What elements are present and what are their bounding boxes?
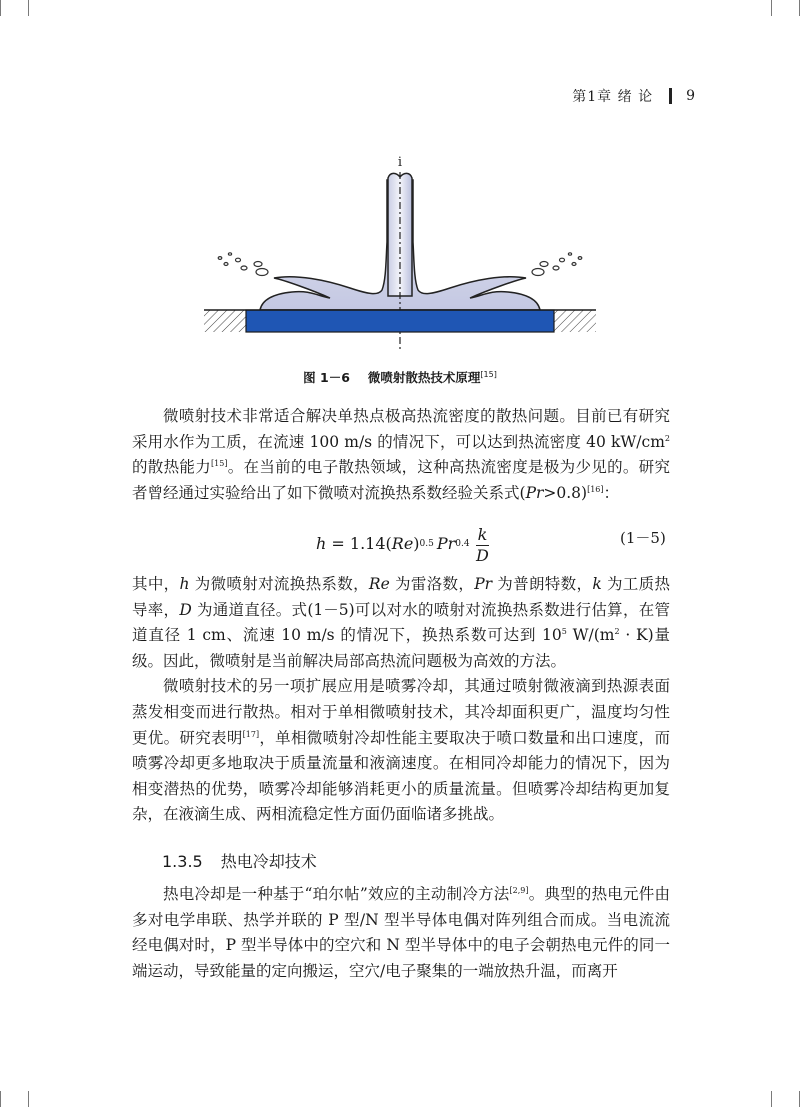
crop-mark <box>28 0 29 16</box>
equation-fraction <box>476 525 490 566</box>
droplets-left <box>218 253 268 276</box>
text-run: 微喷射技术的另一项扩展应用是喷雾冷却，其通过喷射微液滴到热源表面蒸发相变而进行散热。相对于单相微喷射技术，其冷却面积更广，温度均匀性更优。研究表明 <box>132 677 670 747</box>
superscript: 2 <box>614 627 620 637</box>
figure-caption <box>0 368 800 386</box>
right-wall <box>554 310 596 332</box>
crop-mark <box>771 1091 772 1107</box>
section-heading <box>162 849 317 872</box>
text-run: 为普朗特数， <box>492 575 593 593</box>
paragraph-1 <box>132 404 670 506</box>
paragraph-2-3-block <box>132 572 670 828</box>
caption-number: 图 1－6 <box>303 370 350 385</box>
superscript: 5 <box>561 627 567 637</box>
variable: h <box>179 575 190 593</box>
citation: [2,9] <box>509 885 529 895</box>
paragraph-4-block <box>132 882 670 984</box>
text-run: 为通道直径。式(1－5)可以对水的喷射对流换热系数进行估算，在管道直径 1 cm、流速 10 m/s 的情况下，换热系数可达到 10 <box>132 600 670 645</box>
text-run: 其中， <box>132 575 180 593</box>
text-run: 。典型的热电元件由多对电学串联、热学并联的 P 型/N 型半导体电偶对阵列组合而成。当电流流经电偶对时，P 型半导体中的空穴和 N 型半导体中的电子会朝热电元件的同一端运动，导致能量的定向搬运，空穴/电子聚集的一端放热升温，而离开 <box>132 885 670 980</box>
variable: Re <box>368 575 390 593</box>
equation-symbol: Pr <box>436 534 456 553</box>
paragraph-4 <box>132 882 670 984</box>
crop-mark <box>0 0 1 16</box>
text-run: 热电冷却是一种基于“珀尔帖”效应的主动制冷方法 <box>163 885 510 903</box>
caption-citation: [15] <box>480 369 497 379</box>
text-run: >0.8) <box>543 483 588 502</box>
droplets-right <box>532 253 582 276</box>
left-wall <box>204 310 246 332</box>
variable: Pr <box>525 483 544 502</box>
text-run: ，单相微喷射冷却性能主要取决于喷口数量和出口速度，而喷雾冷却更多地取决于质量流量和液滴速度。在相同冷却能力的情况下，因为相变潜热的优势，喷雾冷却能够消耗更小的质量流量。但喷雾冷却结构更加复杂，在液滴生成、两相流稳定性方面仍面临诸多挑战。 <box>132 728 670 824</box>
citation: [16] <box>587 484 604 494</box>
equation-text: = 1.14( <box>326 534 392 553</box>
caption-text: 微喷射散热技术原理 <box>367 370 481 385</box>
page-number: 9 <box>686 88 696 104</box>
heat-source <box>246 310 554 332</box>
micro-jet-diagram <box>200 150 600 360</box>
paragraph-1-block <box>132 404 670 506</box>
equation-text: ) <box>413 534 420 553</box>
header-divider <box>669 88 672 104</box>
running-header <box>572 86 696 106</box>
equation-number: (1－5) <box>620 529 666 547</box>
equation-symbol: Re <box>391 534 414 553</box>
variable: Pr <box>474 575 493 593</box>
text-run: 微喷射技术非常适合解决单热点极高热流密度的散热问题。目前已有研究采用水作为工质，在流速 100 m/s 的情况下，可以达到热流密度 40 kW/cm <box>132 407 670 451</box>
crop-mark <box>771 0 772 16</box>
text-run: · K)量级。因此，微喷射是当前解决局部高热流问题极为高效的方法。 <box>132 626 670 670</box>
text-run: 的散热能力 <box>132 458 212 477</box>
inlet-label: i <box>397 155 403 170</box>
crop-mark <box>0 1091 1 1107</box>
paragraph-3 <box>132 674 670 828</box>
section-title: 热电冷却技术 <box>220 852 317 871</box>
equation-block <box>0 513 800 565</box>
fraction-numerator: k <box>477 525 488 544</box>
superscript: 2 <box>664 433 670 443</box>
citation: [15] <box>211 459 228 469</box>
paragraph-2 <box>132 572 670 674</box>
variable: D <box>179 600 192 619</box>
section-number: 1.3.5 <box>162 852 203 871</box>
text-run: 为工质热导率， <box>132 575 670 619</box>
citation: [17] <box>242 729 260 739</box>
text-run: 为雷洛数， <box>389 575 475 593</box>
variable: k <box>592 575 602 593</box>
text-run: 为微喷射对流换热系数， <box>189 575 369 593</box>
equation-symbol: h <box>316 534 327 553</box>
fraction-denominator: D <box>476 546 489 565</box>
text-run: ： <box>603 483 620 502</box>
chapter-title: 第1章 绪 论 <box>572 89 654 105</box>
crop-mark <box>28 1091 29 1107</box>
text-run: 。在当前的电子散热领域，这种高热流密度是极为少见的。研究者曾经通过实验给出了如下微喷对流换热系数经验关系式( <box>132 458 670 502</box>
text-run: W/(m <box>566 626 615 645</box>
equation: h = 1.14( Re ) 0.5 Pr 0.4 $\frac{k}{D}$ <box>316 525 489 565</box>
